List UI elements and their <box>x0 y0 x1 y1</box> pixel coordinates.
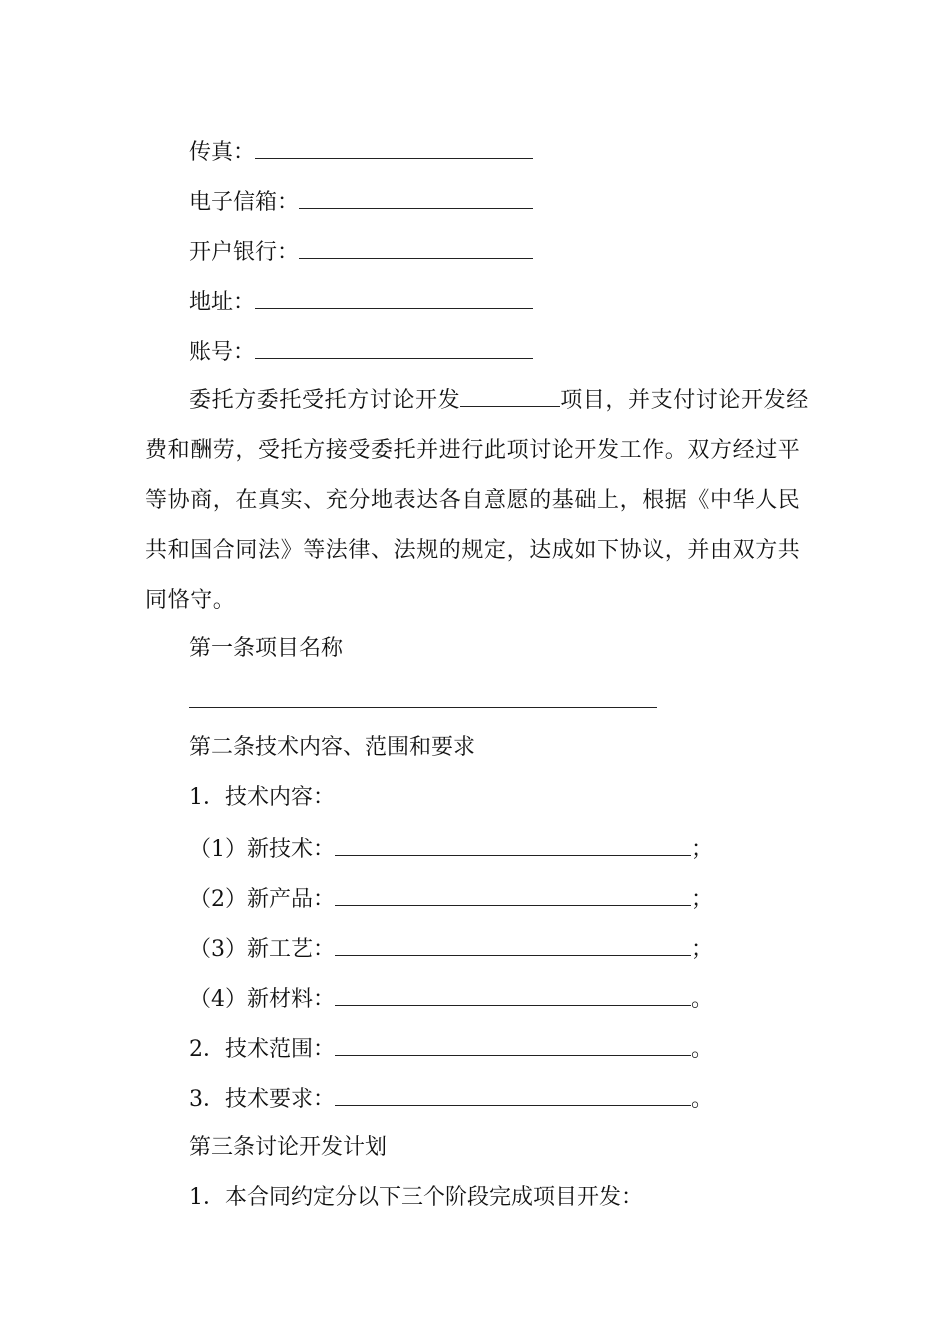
tech-scope-label: 2．技术范围： <box>189 1037 335 1062</box>
account-blank[interactable] <box>255 336 533 359</box>
fax-label: 传真： <box>189 140 256 165</box>
fax-field <box>189 136 533 168</box>
address-blank[interactable] <box>255 286 533 309</box>
email-field <box>189 186 533 218</box>
new-technology-blank[interactable] <box>335 833 691 856</box>
tech-requirements-end: 。 <box>691 1087 714 1112</box>
new-process-end: ； <box>691 937 714 962</box>
tech-scope-field <box>189 1033 713 1065</box>
new-process-field <box>189 933 713 965</box>
address-field <box>189 286 533 318</box>
fax-blank[interactable] <box>255 136 533 159</box>
tech-scope-blank[interactable] <box>335 1033 691 1056</box>
bank-label: 开户银行： <box>189 240 300 265</box>
article3-title: 第三条讨论开发计划 <box>189 1135 388 1160</box>
new-product-field <box>189 883 713 915</box>
bank-blank[interactable] <box>299 236 533 259</box>
new-product-label: （2）新产品： <box>189 887 335 912</box>
new-process-label: （3）新工艺： <box>189 937 335 962</box>
tech-requirements-label: 3．技术要求： <box>189 1087 335 1112</box>
development-stages-text: 1．本合同约定分以下三个阶段完成项目开发： <box>189 1185 643 1210</box>
account-label: 账号： <box>189 340 256 365</box>
tech-scope-end: 。 <box>691 1037 714 1062</box>
article1-title: 第一条项目名称 <box>189 636 344 661</box>
email-label: 电子信箱： <box>189 190 300 215</box>
new-technology-end: ； <box>691 837 714 862</box>
new-material-blank[interactable] <box>335 983 691 1006</box>
preamble-text-start: 委托方委托受托方讨论开发 <box>189 388 461 413</box>
address-label: 地址： <box>189 290 256 315</box>
tech-content-heading: 1．技术内容： <box>189 785 335 810</box>
new-product-end: ； <box>691 887 714 912</box>
new-technology-label: （1）新技术： <box>189 837 335 862</box>
tech-requirements-field <box>189 1083 713 1115</box>
article2-title: 第二条技术内容、范围和要求 <box>189 735 476 760</box>
new-technology-field <box>189 833 713 865</box>
preamble-text-end: 项目，并支付讨论开发经费和酬劳，受托方接受委托并进行此项讨论开发工作。双方经过平等协商，在真实、充分地表达各自意愿的基础上，根据《中华人民共和国合同法》等法律、法规的规定，达成如下协议，并由双方共同恪守。 <box>145 388 809 613</box>
new-material-end: 。 <box>691 987 714 1012</box>
new-material-label: （4）新材料： <box>189 987 335 1012</box>
project-name-blank[interactable] <box>460 386 560 407</box>
tech-requirements-blank[interactable] <box>335 1083 691 1106</box>
project-name-line[interactable] <box>189 707 657 708</box>
preamble-paragraph <box>145 376 810 626</box>
new-material-field <box>189 983 713 1015</box>
email-blank[interactable] <box>299 186 533 209</box>
account-field <box>189 336 533 368</box>
new-product-blank[interactable] <box>335 883 691 906</box>
new-process-blank[interactable] <box>335 933 691 956</box>
bank-field <box>189 236 533 268</box>
